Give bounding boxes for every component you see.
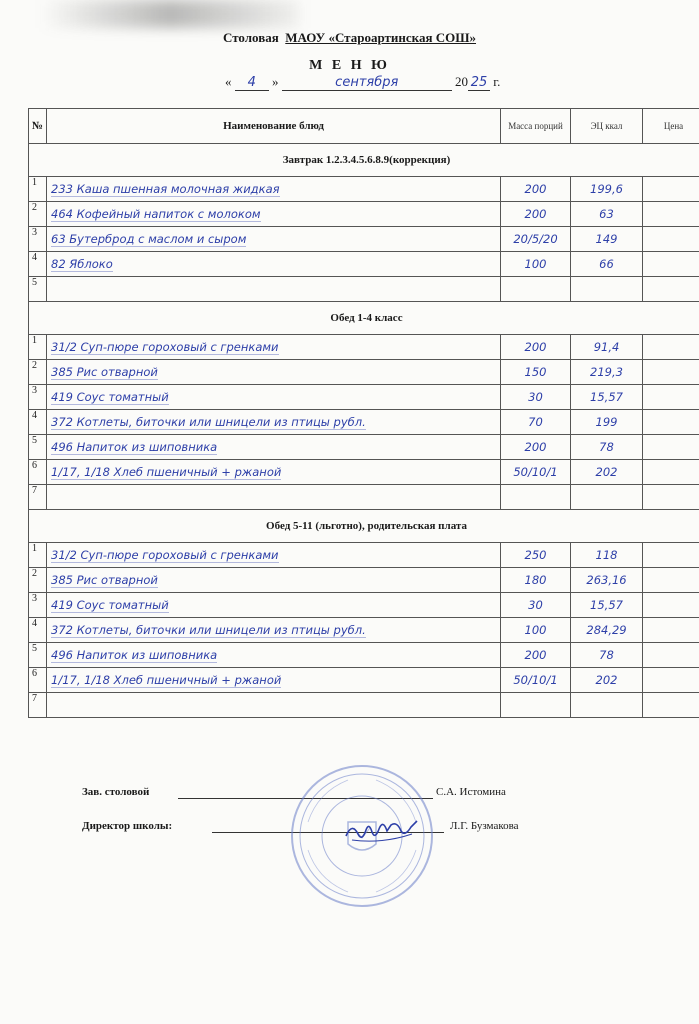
portion-mass-cell (501, 543, 571, 568)
energy-kcal: 219,3 (590, 365, 623, 379)
canteen-header (0, 30, 699, 46)
col-header-price: Цена (643, 109, 699, 144)
portion-mass: 100 (524, 623, 547, 637)
portion-mass-cell (501, 435, 571, 460)
director-label: Директор школы: (82, 820, 173, 832)
dish-name-cell (47, 202, 501, 227)
dish-name-cell (47, 485, 501, 510)
row-number: 6 (32, 668, 37, 679)
portion-mass-cell (501, 227, 571, 252)
price-cell (643, 227, 699, 252)
price-cell (643, 460, 699, 485)
row-number: 5 (32, 277, 37, 288)
row-number-cell (29, 177, 47, 202)
table-row (29, 485, 699, 510)
table-row (29, 277, 699, 302)
dish-name-cell (47, 385, 501, 410)
price-cell (643, 485, 699, 510)
dish-name: 419 Соус томатный (51, 597, 169, 612)
dish-name: 419 Соус томатный (51, 389, 169, 404)
section-title: Обед 5-11 (льготно), родительская плата (29, 510, 699, 543)
portion-mass-cell (501, 410, 571, 435)
energy-kcal: 263,16 (586, 573, 627, 587)
row-number: 7 (32, 693, 37, 704)
row-number: 1 (32, 335, 37, 346)
date-close-quote: » (272, 74, 279, 89)
table-row (29, 668, 699, 693)
energy-kcal: 199,6 (590, 182, 623, 196)
section-title: Завтрак 1.2.3.4.5.6.8.9(коррекция) (29, 144, 699, 177)
dish-name-cell (47, 693, 501, 718)
price-cell (643, 252, 699, 277)
portion-mass-cell (501, 618, 571, 643)
price-cell (643, 693, 699, 718)
table-row (29, 435, 699, 460)
energy-kcal: 78 (599, 440, 614, 454)
portion-mass-cell (501, 177, 571, 202)
energy-kcal-cell (571, 410, 643, 435)
dish-name: 496 Напиток из шиповника (51, 439, 218, 454)
portion-mass: 50/10/1 (513, 673, 558, 687)
section-row (29, 510, 699, 543)
price-cell (643, 277, 699, 302)
portion-mass-cell (501, 485, 571, 510)
menu-body (29, 144, 699, 718)
row-number-cell (29, 460, 47, 485)
dish-name-cell (47, 435, 501, 460)
dish-name-cell (47, 335, 501, 360)
row-number: 3 (32, 385, 37, 396)
dish-name-cell (47, 360, 501, 385)
portion-mass-cell (501, 593, 571, 618)
energy-kcal-cell (571, 485, 643, 510)
price-cell (643, 202, 699, 227)
row-number: 2 (32, 568, 37, 579)
row-number: 4 (32, 252, 37, 263)
dish-name-cell (47, 668, 501, 693)
portion-mass-cell (501, 668, 571, 693)
energy-kcal: 199 (595, 415, 618, 429)
energy-kcal: 91,4 (593, 340, 620, 354)
portion-mass-cell (501, 643, 571, 668)
row-number-cell (29, 277, 47, 302)
portion-mass: 100 (524, 257, 547, 271)
menu-title: М Е Н Ю (309, 58, 390, 73)
portion-mass-cell (501, 460, 571, 485)
row-number: 1 (32, 177, 37, 188)
table-row (29, 568, 699, 593)
energy-kcal: 78 (599, 648, 614, 662)
dish-name: 82 Яблоко (51, 256, 113, 271)
dish-name: 385 Рис отварной (51, 364, 158, 379)
portion-mass-cell (501, 360, 571, 385)
price-cell (643, 435, 699, 460)
portion-mass-cell (501, 385, 571, 410)
energy-kcal-cell (571, 668, 643, 693)
energy-kcal-cell (571, 618, 643, 643)
row-number: 4 (32, 618, 37, 629)
portion-mass: 20/5/20 (513, 232, 558, 246)
dish-name-cell (47, 593, 501, 618)
dish-name-cell (47, 543, 501, 568)
portion-mass-cell (501, 252, 571, 277)
menu-date (225, 74, 500, 91)
price-cell (643, 385, 699, 410)
row-number-cell (29, 202, 47, 227)
table-row (29, 177, 699, 202)
portion-mass: 50/10/1 (513, 465, 558, 479)
energy-kcal-cell (571, 177, 643, 202)
row-number-cell (29, 227, 47, 252)
portion-mass: 200 (524, 340, 547, 354)
energy-kcal-cell (571, 568, 643, 593)
canteen-label: Столовая (222, 30, 279, 45)
portion-mass: 250 (524, 548, 547, 562)
dish-name: 63 Бутерброд с маслом и сыром (51, 231, 247, 246)
date-month: сентября (282, 75, 452, 91)
row-number-cell (29, 668, 47, 693)
school-name: МАОУ «Староартинская СОШ» (285, 30, 477, 45)
energy-kcal: 118 (595, 548, 618, 562)
energy-kcal: 15,57 (590, 390, 623, 404)
energy-kcal: 202 (595, 673, 618, 687)
section-title: Обед 1-4 класс (29, 302, 699, 335)
year-suffix: 25 (468, 75, 490, 91)
table-row (29, 227, 699, 252)
dish-name-cell (47, 568, 501, 593)
energy-kcal: 149 (595, 232, 618, 246)
energy-kcal-cell (571, 385, 643, 410)
row-number: 2 (32, 360, 37, 371)
energy-kcal: 63 (599, 207, 614, 221)
portion-mass: 150 (524, 365, 547, 379)
dish-name-cell (47, 643, 501, 668)
price-cell (643, 668, 699, 693)
energy-kcal-cell (571, 360, 643, 385)
year-prefix: 20 (455, 74, 468, 89)
section-row (29, 302, 699, 335)
table-header-row (29, 109, 699, 144)
price-cell (643, 593, 699, 618)
table-row (29, 252, 699, 277)
director-handwritten-signature (342, 816, 420, 846)
energy-kcal-cell (571, 202, 643, 227)
col-header-kcal: ЭЦ ккал (571, 109, 643, 144)
dish-name-cell (47, 618, 501, 643)
row-number-cell (29, 252, 47, 277)
energy-kcal: 15,57 (590, 598, 623, 612)
row-number-cell (29, 568, 47, 593)
energy-kcal-cell (571, 252, 643, 277)
row-number: 2 (32, 202, 37, 213)
row-number-cell (29, 360, 47, 385)
row-number: 5 (32, 643, 37, 654)
portion-mass: 200 (524, 648, 547, 662)
dish-name: 372 Котлеты, биточки или шницели из птицы рубл. (51, 414, 366, 429)
row-number: 7 (32, 485, 37, 496)
row-number-cell (29, 385, 47, 410)
price-cell (643, 543, 699, 568)
price-cell (643, 618, 699, 643)
price-cell (643, 410, 699, 435)
price-cell (643, 335, 699, 360)
dish-name-cell (47, 177, 501, 202)
row-number-cell (29, 593, 47, 618)
energy-kcal-cell (571, 643, 643, 668)
dish-name: 1/17, 1/18 Хлеб пшеничный + ржаной (51, 672, 282, 687)
portion-mass: 180 (524, 573, 547, 587)
energy-kcal-cell (571, 277, 643, 302)
dish-name-cell (47, 410, 501, 435)
energy-kcal-cell (571, 543, 643, 568)
portion-mass: 70 (528, 415, 543, 429)
row-number-cell (29, 410, 47, 435)
col-header-num: № (29, 109, 47, 144)
menu-table (28, 108, 699, 718)
energy-kcal-cell (571, 435, 643, 460)
table-row (29, 593, 699, 618)
row-number-cell (29, 618, 47, 643)
dish-name-cell (47, 460, 501, 485)
canteen-head-label: Зав. столовой (82, 786, 150, 798)
dish-name: 1/17, 1/18 Хлеб пшеничный + ржаной (51, 464, 282, 479)
row-number-cell (29, 543, 47, 568)
year-unit: г. (493, 74, 501, 89)
canteen-head-name: С.А. Истомина (436, 786, 506, 798)
dish-name: 31/2 Суп-пюре гороховый с гренками (51, 339, 279, 354)
row-number: 4 (32, 410, 37, 421)
date-open-quote: « (225, 74, 232, 89)
row-number-cell (29, 335, 47, 360)
portion-mass-cell (501, 693, 571, 718)
table-row (29, 693, 699, 718)
dish-name: 31/2 Суп-пюре гороховый с гренками (51, 547, 279, 562)
price-cell (643, 360, 699, 385)
table-row (29, 410, 699, 435)
energy-kcal-cell (571, 227, 643, 252)
table-row (29, 360, 699, 385)
scan-smudge (40, 0, 300, 28)
energy-kcal-cell (571, 693, 643, 718)
dish-name-cell (47, 227, 501, 252)
dish-name: 385 Рис отварной (51, 572, 158, 587)
portion-mass-cell (501, 202, 571, 227)
table-row (29, 643, 699, 668)
portion-mass-cell (501, 277, 571, 302)
price-cell (643, 177, 699, 202)
dish-name-cell (47, 277, 501, 302)
table-row (29, 335, 699, 360)
col-header-name: Наименование блюд (47, 109, 501, 144)
section-row (29, 144, 699, 177)
row-number: 3 (32, 593, 37, 604)
energy-kcal-cell (571, 335, 643, 360)
date-day: 4 (235, 75, 269, 91)
row-number: 1 (32, 543, 37, 554)
energy-kcal-cell (571, 593, 643, 618)
table-row (29, 543, 699, 568)
portion-mass: 30 (528, 390, 543, 404)
energy-kcal: 66 (599, 257, 614, 271)
portion-mass-cell (501, 568, 571, 593)
table-row (29, 202, 699, 227)
portion-mass: 200 (524, 182, 547, 196)
dish-name: 496 Напиток из шиповника (51, 647, 218, 662)
dish-name: 233 Каша пшенная молочная жидкая (51, 181, 280, 196)
dish-name: 464 Кофейный напиток с молоком (51, 206, 261, 221)
row-number-cell (29, 485, 47, 510)
row-number-cell (29, 643, 47, 668)
director-name: Л.Г. Бузмакова (450, 820, 519, 832)
energy-kcal: 284,29 (586, 623, 627, 637)
portion-mass: 200 (524, 440, 547, 454)
row-number: 6 (32, 460, 37, 471)
dish-name: 372 Котлеты, биточки или шницели из птицы рубл. (51, 622, 366, 637)
energy-kcal: 202 (595, 465, 618, 479)
col-header-mass: Масса порций (501, 109, 571, 144)
table-row (29, 460, 699, 485)
portion-mass: 30 (528, 598, 543, 612)
dish-name-cell (47, 252, 501, 277)
price-cell (643, 568, 699, 593)
row-number-cell (29, 693, 47, 718)
row-number: 5 (32, 435, 37, 446)
price-cell (643, 643, 699, 668)
row-number: 3 (32, 227, 37, 238)
table-row (29, 385, 699, 410)
portion-mass: 200 (524, 207, 547, 221)
table-row (29, 618, 699, 643)
row-number-cell (29, 435, 47, 460)
portion-mass-cell (501, 335, 571, 360)
energy-kcal-cell (571, 460, 643, 485)
